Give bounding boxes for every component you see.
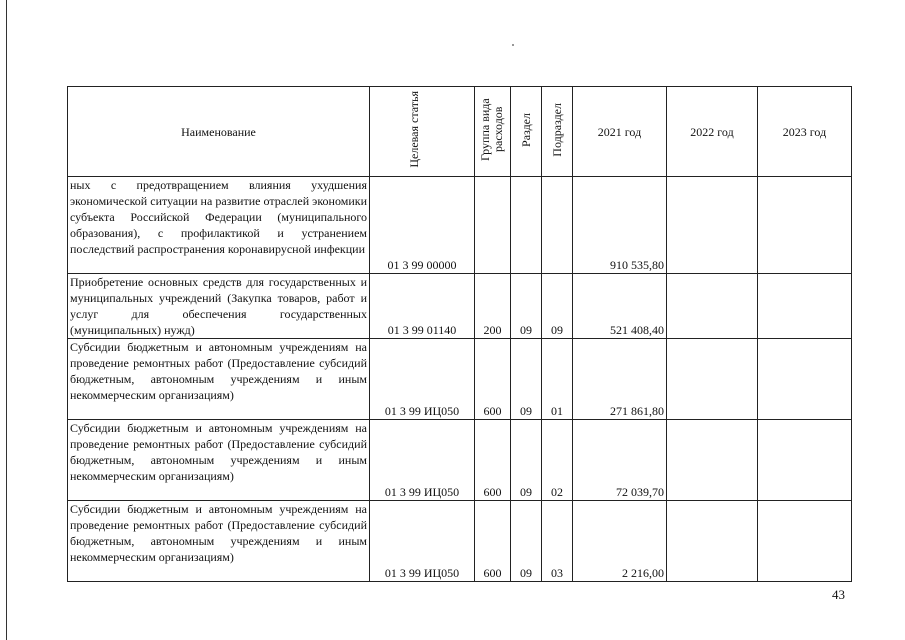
row-code: 01 3 99 00000 [370,177,475,274]
header-subsection [542,87,573,177]
row-group: 600 [475,339,511,420]
header-subsection-text: Подраздел [549,102,564,157]
row-2021: 2 216,00 [573,501,667,582]
header-2021: 2021 год [573,87,667,177]
row-code: 01 3 99 ИЦ050 [370,339,475,420]
row-name-cell [68,420,370,501]
header-section [511,87,542,177]
header-section-text: Раздел [518,112,533,147]
row-2021: 271 861,80 [573,339,667,420]
row-2023 [758,339,852,420]
row-2021: 910 535,80 [573,177,667,274]
row-name: ных с предотвращением влияния ухудшения экономической ситуации на развитие отраслей экономики субъекта Российской Федерации (муниципального образования), с профилактикой и устранением последствий распространения коронавирусной инфекции [70,178,367,256]
row-2023 [758,177,852,274]
page-number: 43 [832,587,845,602]
row-name: Субсидии бюджетным и автономным учреждениям на проведение ремонтных работ (Предоставление субсидий бюджетным, автономным учреждениям и иным некоммерческим организациям) [70,502,367,564]
row-2023 [758,274,852,339]
scan-speck [512,44,514,46]
header-target-article [370,87,475,177]
row-section: 09 [511,501,542,582]
header-expense-group-text: Группа вида расходов [477,98,505,161]
row-subsection: 01 [542,339,573,420]
row-section: 09 [511,420,542,501]
row-2022 [667,274,758,339]
row-name: Приобретение основных средств для государственных и муниципальных учреждений (Закупка товаров, работ и услуг для обеспечения государственных (муниципальных) нужд) [70,275,367,337]
table-row [68,339,852,420]
row-code: 01 3 99 01140 [370,274,475,339]
header-expense-group [475,87,511,177]
header-target-article-text: Целевая статья [407,91,421,168]
row-section [511,177,542,274]
row-subsection: 02 [542,420,573,501]
row-group: 200 [475,274,511,339]
row-group: 600 [475,501,511,582]
row-2022 [667,501,758,582]
header-row [68,87,852,177]
table-row [68,177,852,274]
row-subsection [542,177,573,274]
header-2023: 2023 год [758,87,852,177]
row-name: Субсидии бюджетным и автономным учреждениям на проведение ремонтных работ (Предоставление субсидий бюджетным, автономным учреждениям и иным некоммерческим организациям) [70,421,367,483]
header-name: Наименование [68,87,370,177]
row-2022 [667,420,758,501]
row-2022 [667,339,758,420]
page-edge-line [6,0,7,640]
header-2022: 2022 год [667,87,758,177]
row-code: 01 3 99 ИЦ050 [370,501,475,582]
row-name-cell [68,274,370,339]
row-subsection: 09 [542,274,573,339]
row-group [475,177,511,274]
row-subsection: 03 [542,501,573,582]
row-section: 09 [511,339,542,420]
row-2021: 72 039,70 [573,420,667,501]
row-name-cell [68,501,370,582]
budget-table [67,86,852,582]
row-name-cell [68,339,370,420]
row-2023 [758,501,852,582]
table-row [68,274,852,339]
row-code: 01 3 99 ИЦ050 [370,420,475,501]
row-2021: 521 408,40 [573,274,667,339]
row-section: 09 [511,274,542,339]
row-2022 [667,177,758,274]
table-row [68,420,852,501]
row-group: 600 [475,420,511,501]
row-name-cell [68,177,370,274]
row-2023 [758,420,852,501]
table-row [68,501,852,582]
row-name: Субсидии бюджетным и автономным учреждениям на проведение ремонтных работ (Предоставление субсидий бюджетным, автономным учреждениям и иным некоммерческим организациям) [70,340,367,402]
